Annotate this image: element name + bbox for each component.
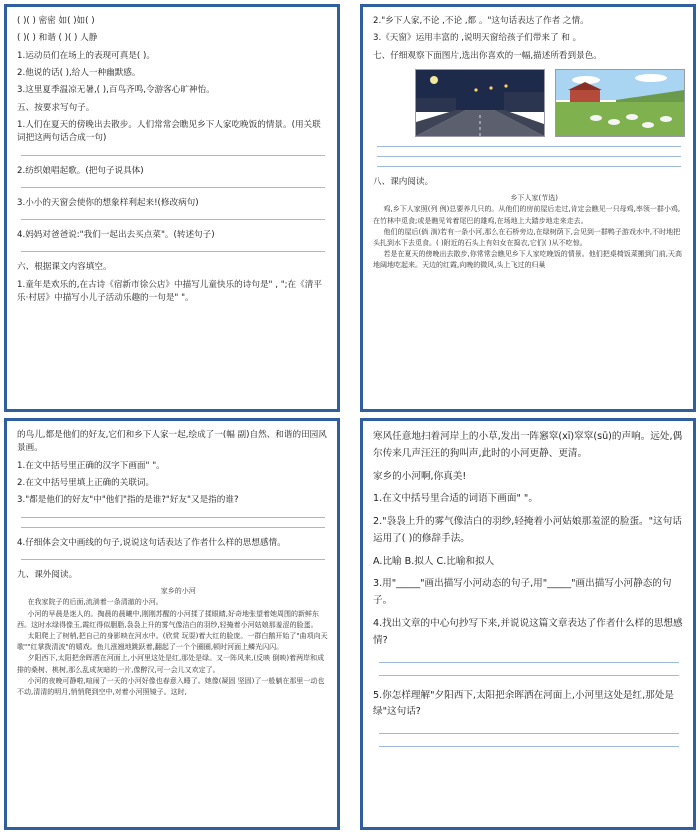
answer-line[interactable]	[21, 517, 325, 518]
reading-question-1: 1.在文中括号里正确的汉字下画面" "。	[17, 460, 165, 471]
reading-question-4: 4.找出文章的中心句抄写下来,并说说这篇文章表达了作者什么样的思想感情?	[373, 618, 683, 646]
reading-paragraph: 在我家院子的后面,流淌着一条清澈的小河。	[27, 598, 163, 607]
poem-fill-question: 1.童年是欢乐的,在古诗《宿新市徐公店》中描写儿童快乐的诗句是" , ";在《清平乐·村居》中描写小儿子活动乐趣的一句是" "。	[17, 279, 322, 304]
sentence-task-2: 2.纺织娘唱起歌。(把句子说具体)	[17, 165, 144, 176]
section-heading-5: 五、按要求写句子。	[17, 102, 95, 113]
answer-line[interactable]	[379, 662, 679, 663]
sentence-task-3: 3.小小的天窗会使你的想象样利起来!(修改病句)	[17, 197, 199, 208]
reading-paragraph: 小河的夜晚可静啦,喧闹了一天的小河好像也春意入睡了。她像(凝固 坚固)了一般躺在那里一动也不动,清清的明月,悄悄爬到空中,对着小河照镜子。这时,	[17, 676, 325, 696]
sentence-task-4: 4.妈妈对爸爸说:"我们一起出去买点菜"。(转述句子)	[17, 230, 215, 241]
choice-options: A.比喻 B.拟人 C.比喻和拟人	[373, 555, 495, 567]
worksheet-page-2	[360, 4, 696, 412]
section-heading-8: 八、课内阅读。	[373, 176, 434, 187]
text-fill-question-2: 2."乡下人家,不论 ,不论 ,都 。"这句话表达了作者 之情。	[373, 16, 589, 26]
answer-line[interactable]	[379, 733, 679, 734]
fill-question-3: 3.这里夏季温凉无暑,( ),百鸟齐鸣,令游客心旷神怡。	[17, 85, 215, 96]
text-fill-question-3: 3.《天窗》运用丰富的 ,说明天窗给孩子们带来了 和 。	[373, 33, 582, 44]
reading-title: 家乡的小河	[160, 587, 196, 596]
reading-closing-line: 家乡的小河啊,你真美!	[373, 470, 467, 482]
fill-question-1: 1.运动员们在场上的表现可真是( )。	[17, 50, 155, 61]
answer-line[interactable]	[21, 559, 325, 560]
idiom-fill-row-2: ( )( ) 和谐 ( )( ) 人静	[17, 33, 98, 44]
answer-line[interactable]	[21, 187, 325, 188]
reading-question-5: 5.你怎样理解"夕阳西下,太阳把余晖洒在河面上,小河里这处是红,那处是绿"这句话?	[373, 689, 674, 718]
reading-paragraph: 太阳爬上了树梢,把自己的身影映在河水中。(欣赏 玩耍)着大红的脸庞。一群白鹅开始了"曲项向天歌""红掌拨清波"的嬉戏。鱼儿涨翘地跳跃着,翻起了一个个圈圈,顿时河面上鳞光闪闪。	[17, 631, 328, 652]
answer-line[interactable]	[377, 166, 681, 167]
answer-line[interactable]	[379, 675, 679, 676]
reading-question-3: 3."都是他们的好友"中"他们"指的是谁?"好友"又是指的谁?	[17, 495, 239, 506]
answer-line[interactable]	[21, 219, 325, 220]
section-heading-6: 六、根据课文内容填空。	[17, 262, 112, 273]
answer-line[interactable]	[21, 251, 325, 252]
worksheet-page-3	[4, 418, 340, 830]
reading-question-2: 2.在文中括号里填上正确的关联词。	[17, 477, 155, 488]
reading-paragraph: 他们的屋后(倘 淌)若有一条小河,那么在石桥旁边,在绿树荫下,会见到一群鸭子游戏水中,不时地把头扎到水下去觅食。( )附近的石头上有妇女在捣衣,它们( )从不吃惊。	[373, 227, 681, 247]
reading-paragraph: 若是在夏天的傍晚出去散步,你常常会瞧见乡下人家吃晚饭的情景。他们把桌椅饭菜搬到门前,天高地阔地吃起来。天边的红霞,向晚的微风,头上飞过的归巢	[373, 250, 682, 270]
reading-question-3: 3.用"_____"画出描写小河动态的句子,用"_____"画出描写小河静态的句子。	[373, 578, 672, 607]
worksheet-page-1	[4, 4, 340, 412]
reading-paragraph: 小河的早晨是迷人的。掏晨的晨曦中,刚刚苏醒的小河揉了揉眼睛,好奇地张望着她周围的新鲜东西。这时水绿得像玉,霞红得似胭脂,袅袅上升的雾气像洁白的羽纱,轻掩着小河姑娘那羞涩的脸蛋。	[17, 609, 319, 629]
scene-pictures	[415, 69, 685, 137]
reading-question-4: 4.仔细体会文中画线的句子,说说这句话表达了作者什么样的思想感情。	[17, 537, 286, 548]
answer-line[interactable]	[21, 155, 325, 156]
reading-paragraph: 鸡,乡下人家照(列 例)总要养几只的。从他们的房前屋后走过,肯定会瞧见一只母鸡,率领一群小鸡,在竹林中觅食;或是瞧见耸着尾巴的雄鸡,在场地上大踏步地走来走去。	[373, 205, 681, 225]
reading-question-1: 1.在文中括号里合适的词语下画面" "。	[373, 493, 538, 505]
worksheet-page-4	[360, 418, 696, 830]
reading-continuation: 的鸟儿,都是他们的好友,它们和乡下人家一起,绘成了一(幅 副)自然、和谐的田园风景画。	[17, 430, 327, 454]
answer-line[interactable]	[377, 146, 681, 147]
reading-title: 乡下人家(节选)	[510, 194, 558, 203]
answer-line[interactable]	[379, 746, 679, 747]
reading-paragraph: 夕阳西下,太阳把余晖洒在河面上,小河里这处是红,那处是绿。又一阵风来,(反映 倒映)着两岸和成排的桑树、桃树,那么乱成灰暗的一片,像醉汉,可一会儿又欢定了。	[17, 654, 325, 674]
idiom-fill-row-1: ( )( ) 密密 如( )如( )	[17, 16, 95, 26]
farm-meadow-picture	[555, 69, 685, 137]
section-heading-7: 七、仔细观察下面图片,选出你喜欢的一幅,描述所看到景色。	[373, 50, 602, 61]
fill-question-2: 2.他说的话( ),给人一种幽默感。	[17, 67, 141, 78]
night-street-picture	[415, 69, 545, 137]
reading-continuation: 寒风任意地扫着河岸上的小草,发出一阵窸窣(xī)窣窣(sū)的声响。远处,偶尔传来几声汪汪的狗叫声,此时的小河更静、更清。	[373, 431, 683, 459]
answer-line[interactable]	[377, 156, 681, 157]
sentence-task-1: 1.人们在夏天的傍晚出去散步。人们常常会瞧见乡下人家吃晚饭的情景。(用关联词把这两句话合成一句)	[17, 119, 321, 144]
reading-question-2: 2."袅袅上升的雾气像洁白的羽纱,轻掩着小河姑娘那羞涩的脸蛋。"这句话运用了( )的修辞手法。	[373, 516, 682, 544]
answer-line[interactable]	[21, 527, 325, 528]
section-heading-9: 九、课外阅读。	[17, 569, 78, 580]
